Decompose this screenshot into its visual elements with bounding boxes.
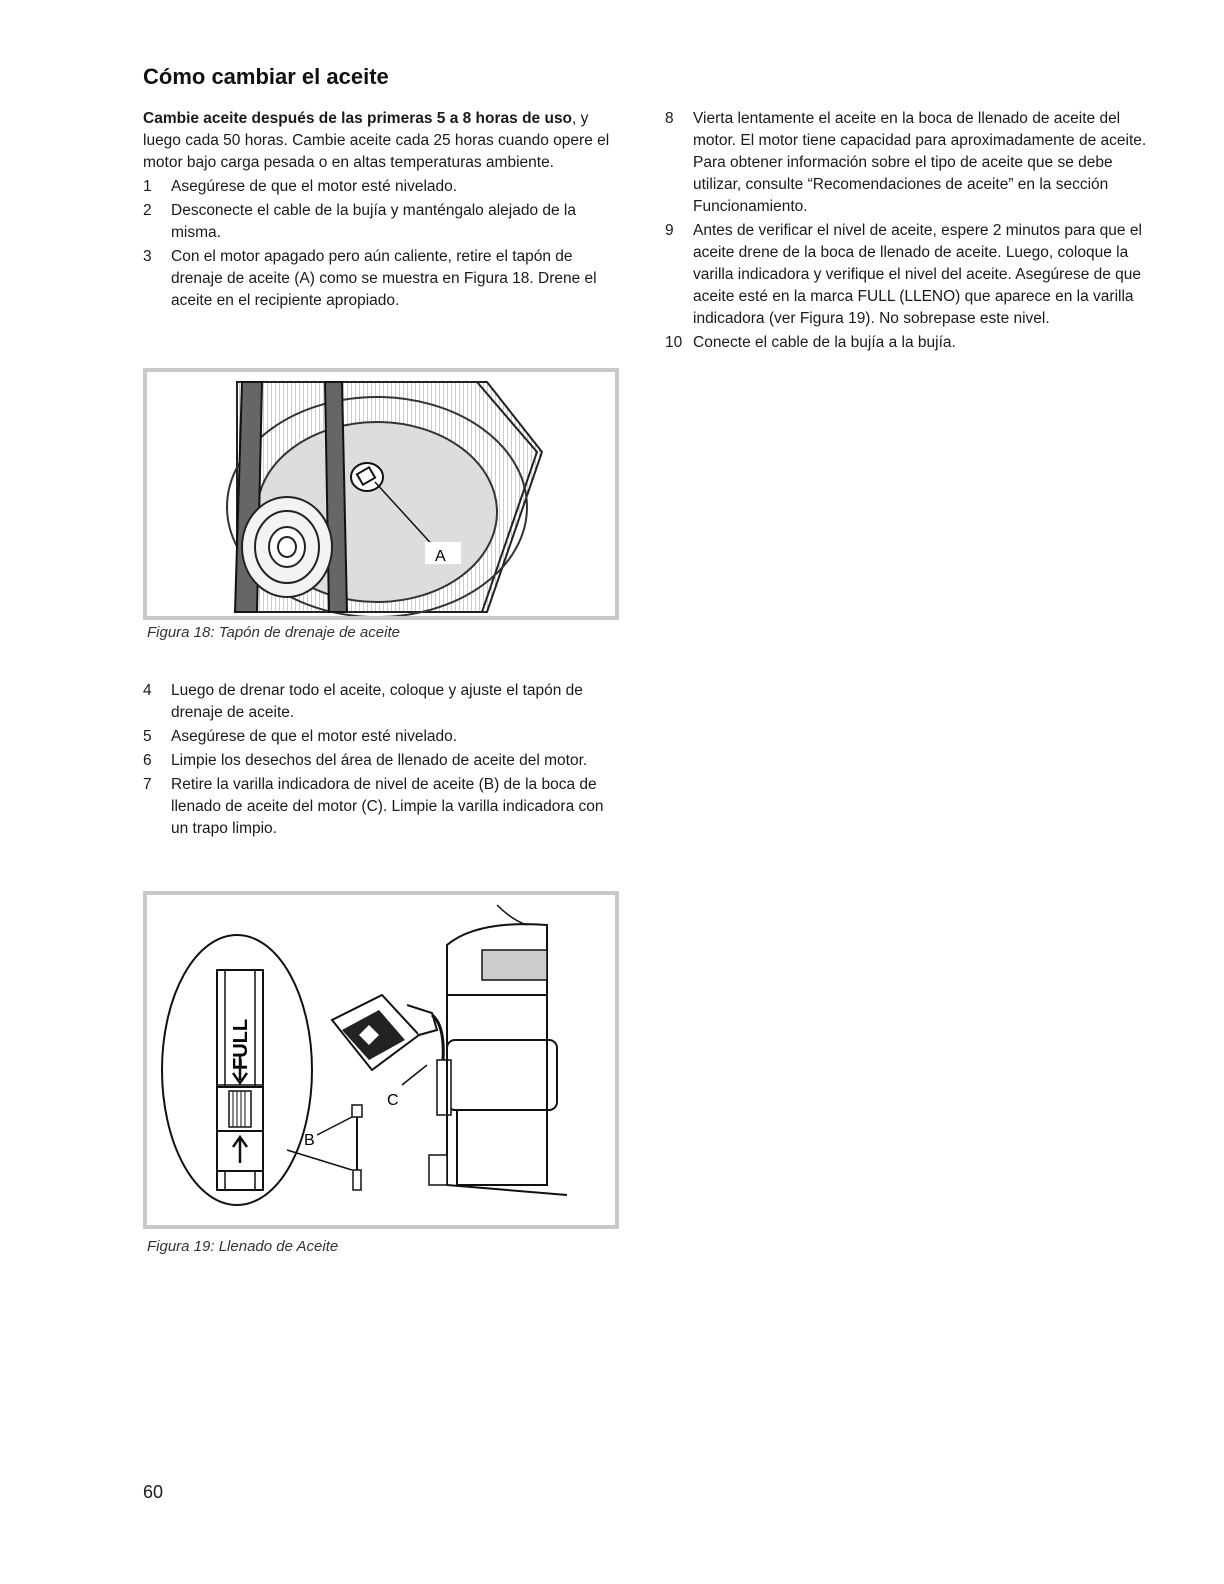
steps-list-1 <box>143 176 623 312</box>
intro-bold: Cambie aceite después de las primeras 5 a 8 horas de uso <box>143 110 573 127</box>
step-number: 6 <box>143 752 152 769</box>
step-number: 2 <box>143 202 152 219</box>
step-text: Antes de verificar el nivel de aceite, espere 2 minutos para que el aceite drene de la boca de llenado de aceite. Luego, coloque la varilla indicadora y verifique el nivel del aceite. Asegúrese de que aceite esté en la marca FULL (LLENO) que aparece en la varilla indicadora (ver Figura 19). No sobrepase este nivel. <box>693 222 1142 327</box>
step-number: 8 <box>665 110 674 127</box>
step-item <box>143 774 623 840</box>
step-item <box>665 220 1155 330</box>
step-text: Limpie los desechos del área de llenado de aceite del motor. <box>171 752 588 769</box>
step-item <box>143 176 623 198</box>
step-item <box>143 680 623 724</box>
steps-list-2 <box>143 680 623 840</box>
step-text: Conecte el cable de la bujía a la bujía. <box>693 334 956 351</box>
label-a: A <box>435 548 446 565</box>
step-text: Desconecte el cable de la bujía y manténgalo alejado de la misma. <box>171 202 576 241</box>
step-item <box>143 750 623 772</box>
step-number: 1 <box>143 178 152 195</box>
figure-19-illustration <box>143 891 619 1229</box>
label-c: C <box>387 1092 399 1109</box>
step-item <box>665 332 1155 354</box>
intro-paragraph <box>143 108 623 174</box>
step-text: Asegúrese de que el motor esté nivelado. <box>171 728 458 745</box>
oil-fill-drawing <box>147 895 615 1225</box>
step-number: 4 <box>143 682 152 699</box>
steps-list-3 <box>665 108 1155 354</box>
left-column-bottom <box>143 680 623 842</box>
step-item <box>143 726 623 748</box>
page-title: Cómo cambiar el aceite <box>143 64 389 89</box>
intro-rest: , y luego cada 50 horas. Cambie aceite cada 25 horas cuando opere el motor bajo carga pesada o en altas temperaturas ambiente. <box>143 110 610 171</box>
step-text: Con el motor apagado pero aún caliente, retire el tapón de drenaje de aceite (A) como se muestra en Figura 18. Drene el aceite en el recipiente apropiado. <box>171 248 597 309</box>
step-text: Retire la varilla indicadora de nivel de aceite (B) de la boca de llenado de aceite del motor (C). Limpie la varilla indicadora con un trapo limpio. <box>171 776 604 837</box>
step-item <box>665 108 1155 218</box>
figure-18-illustration <box>143 368 619 620</box>
step-number: 5 <box>143 728 152 745</box>
oil-drain-plug-drawing <box>147 372 615 616</box>
dipstick-full-text: FULL <box>230 1018 252 1070</box>
step-number: 9 <box>665 222 674 239</box>
step-item <box>143 200 623 244</box>
figure-19-caption: Figura 19: Llenado de Aceite <box>147 1238 339 1255</box>
left-column-top <box>143 108 623 314</box>
right-column <box>665 108 1155 356</box>
step-text: Vierta lentamente el aceite en la boca de llenado de aceite del motor. El motor tiene capacidad para aproximadamente de aceite. Para obtener información sobre el tipo de aceite que se debe utilizar, consulte “Recomendaciones de aceite” en la sección Funcionamiento. <box>693 110 1147 215</box>
step-number: 7 <box>143 776 152 793</box>
label-b: B <box>304 1132 315 1149</box>
step-text: Asegúrese de que el motor esté nivelado. <box>171 178 458 195</box>
step-number: 3 <box>143 248 152 265</box>
step-text: Luego de drenar todo el aceite, coloque y ajuste el tapón de drenaje de aceite. <box>171 682 583 721</box>
step-number: 10 <box>665 334 683 351</box>
page-number: 60 <box>143 1482 164 1502</box>
figure-18-caption: Figura 18: Tapón de drenaje de aceite <box>147 624 400 641</box>
step-item <box>143 246 623 312</box>
